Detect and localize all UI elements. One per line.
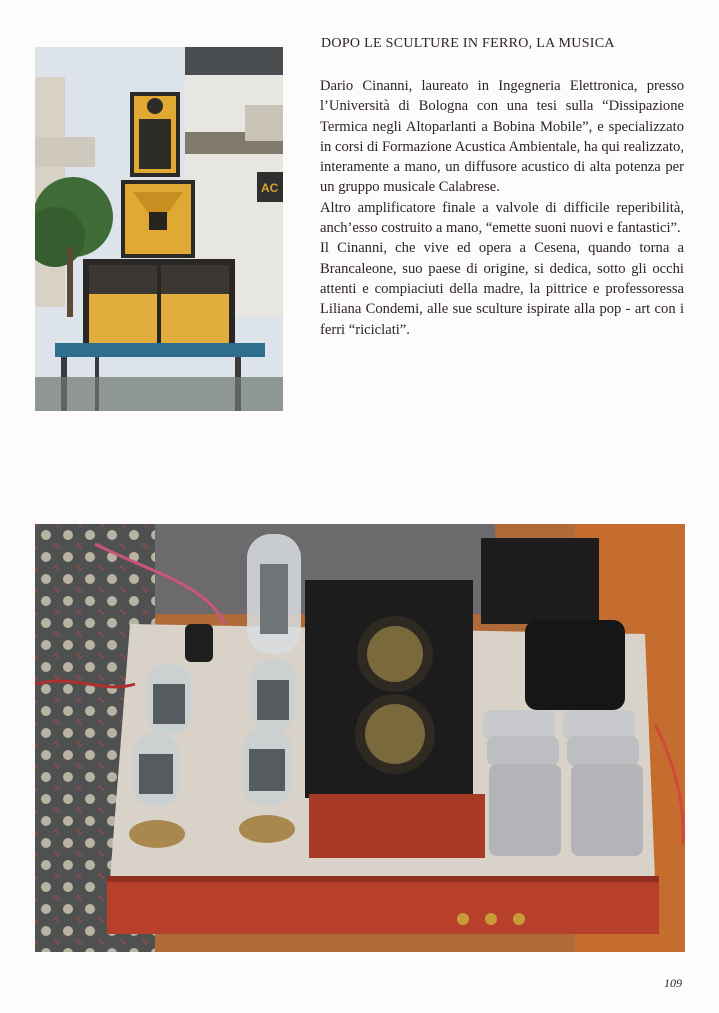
article-paragraph: Il Cinanni, che vive ed opera a Cesena, quando torna a Brancaleone, suo paese di origine, si dedica, sotto gli occhi attenti e compiaciuti della madre, la pittrice e professoressa Liliana Condemi, alle sue sculture ispirate alla pop - art con i ferri “riciclati”.: [320, 240, 684, 338]
article-body: [320, 76, 684, 340]
article-title: DOPO LE SCULTURE IN FERRO, LA MUSICA: [321, 36, 615, 51]
article-paragraph: Altro amplificatore finale a valvole di difficile reperibilità, anch’esso costruito a mano, “emette suoni nuovi e fantastici”.: [320, 199, 684, 237]
tube-amplifier-photo: [35, 524, 685, 952]
page-number: 109: [664, 976, 682, 990]
article-paragraph: Dario Cinanni, laureato in Ingegneria Elettronica, presso l’Università di Bologna con una tesi sulla “Dissipazione Termica negli Altoparlanti a Bobina Mobile”, e specializzato in corsi di Formazione Acustica Ambientale, ha qui realizzato, interamente a mano, un diffusore acustico di alta potenza per un gruppo musicale Calabrese.: [320, 78, 684, 196]
tube-amplifier-illustration: [35, 524, 685, 952]
speaker-stack-photo: [35, 47, 283, 411]
speaker-stack-illustration: [35, 47, 283, 411]
sign-text: AC: [261, 181, 279, 195]
